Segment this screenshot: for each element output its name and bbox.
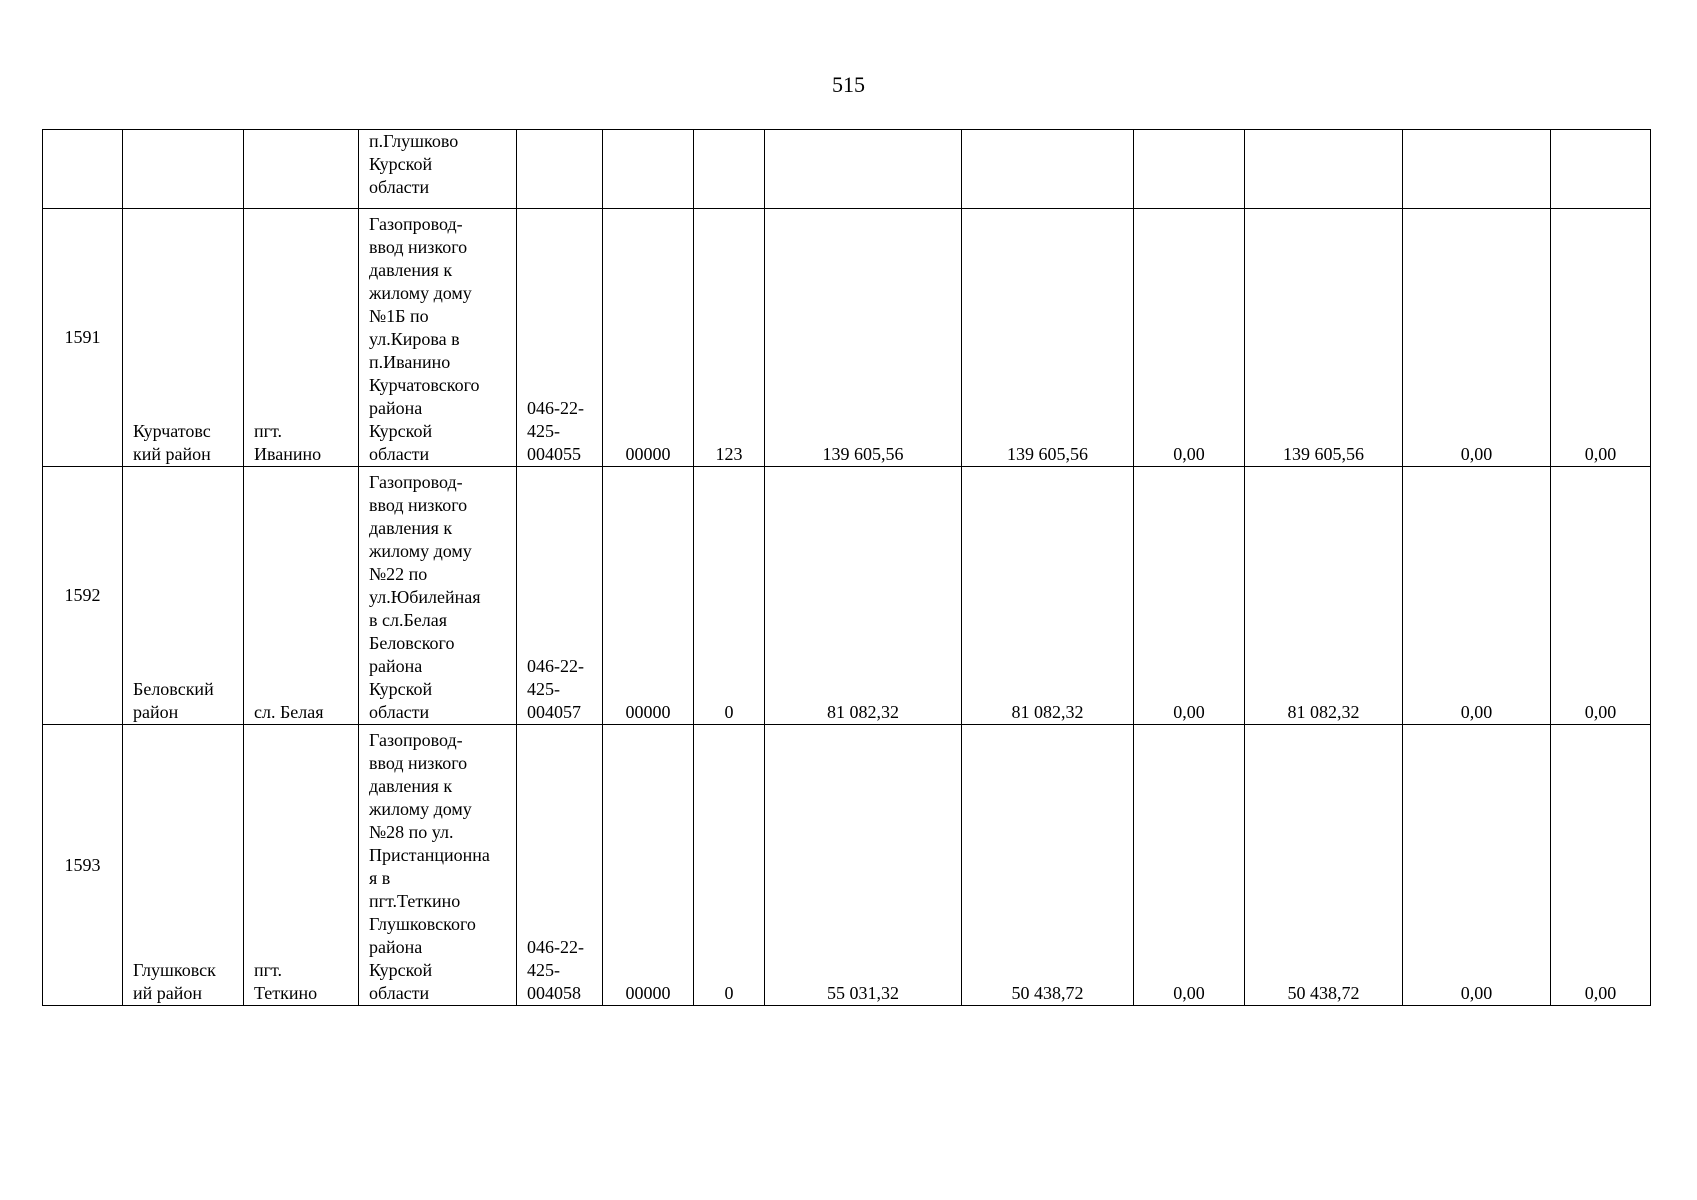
value-cell-1: 81 082,32 bbox=[765, 467, 962, 725]
value-cell-2: 139 605,56 bbox=[962, 209, 1134, 467]
object-description-cell: Газопровод- ввод низкого давления к жилому дому №22 по ул.Юбилейная в сл.Белая Беловского района Курской области bbox=[359, 467, 517, 725]
settlement-cell: сл. Белая bbox=[244, 467, 359, 725]
value-cell-5: 0,00 bbox=[1403, 209, 1551, 467]
value-cell-2: 50 438,72 bbox=[962, 725, 1134, 1006]
object-code-cell bbox=[517, 130, 603, 209]
value-cell-1: 55 031,32 bbox=[765, 725, 962, 1006]
length-cell: 123 bbox=[694, 209, 765, 467]
district-cell: Курчатовс кий район bbox=[123, 209, 244, 467]
value-cell-3: 0,00 bbox=[1134, 467, 1245, 725]
value-cell-5: 0,00 bbox=[1403, 467, 1551, 725]
row-number-cell: 1592 bbox=[43, 467, 123, 725]
code-suffix-cell: 00000 bbox=[603, 467, 694, 725]
object-description-cell: п.Глушково Курской области bbox=[359, 130, 517, 209]
value-cell-6 bbox=[1551, 130, 1651, 209]
value-cell-1 bbox=[765, 130, 962, 209]
table-row bbox=[43, 130, 1651, 209]
settlement-cell: пгт. Иванино bbox=[244, 209, 359, 467]
code-suffix-cell: 00000 bbox=[603, 209, 694, 467]
value-cell-4 bbox=[1245, 130, 1403, 209]
row-number-cell: 1593 bbox=[43, 725, 123, 1006]
page-number: 515 bbox=[832, 72, 865, 97]
table-row bbox=[43, 209, 1651, 467]
settlement-cell: пгт. Теткино bbox=[244, 725, 359, 1006]
registry-table bbox=[42, 129, 1651, 1006]
object-code-cell: 046-22- 425- 004055 bbox=[517, 209, 603, 467]
district-cell bbox=[123, 130, 244, 209]
length-cell: 0 bbox=[694, 467, 765, 725]
value-cell-3 bbox=[1134, 130, 1245, 209]
value-cell-1: 139 605,56 bbox=[765, 209, 962, 467]
settlement-cell bbox=[244, 130, 359, 209]
length-cell: 0 bbox=[694, 725, 765, 1006]
object-description-cell: Газопровод- ввод низкого давления к жилому дому №28 по ул. Пристанционна я в пгт.Теткино Глушковского района Курской области bbox=[359, 725, 517, 1006]
value-cell-4: 50 438,72 bbox=[1245, 725, 1403, 1006]
row-number-cell: 1591 bbox=[43, 209, 123, 467]
value-cell-5 bbox=[1403, 130, 1551, 209]
value-cell-3: 0,00 bbox=[1134, 725, 1245, 1006]
value-cell-2: 81 082,32 bbox=[962, 467, 1134, 725]
row-number-cell bbox=[43, 130, 123, 209]
object-description-cell: Газопровод- ввод низкого давления к жилому дому №1Б по ул.Кирова в п.Иванино Курчатовского района Курской области bbox=[359, 209, 517, 467]
table-row bbox=[43, 467, 1651, 725]
value-cell-4: 139 605,56 bbox=[1245, 209, 1403, 467]
district-cell: Беловский район bbox=[123, 467, 244, 725]
value-cell-6: 0,00 bbox=[1551, 725, 1651, 1006]
value-cell-6: 0,00 bbox=[1551, 209, 1651, 467]
object-code-cell: 046-22- 425- 004057 bbox=[517, 467, 603, 725]
value-cell-4: 81 082,32 bbox=[1245, 467, 1403, 725]
length-cell bbox=[694, 130, 765, 209]
value-cell-6: 0,00 bbox=[1551, 467, 1651, 725]
code-suffix-cell: 00000 bbox=[603, 725, 694, 1006]
table-row bbox=[43, 725, 1651, 1006]
value-cell-3: 0,00 bbox=[1134, 209, 1245, 467]
code-suffix-cell bbox=[603, 130, 694, 209]
district-cell: Глушковск ий район bbox=[123, 725, 244, 1006]
object-code-cell: 046-22- 425- 004058 bbox=[517, 725, 603, 1006]
value-cell-5: 0,00 bbox=[1403, 725, 1551, 1006]
value-cell-2 bbox=[962, 130, 1134, 209]
